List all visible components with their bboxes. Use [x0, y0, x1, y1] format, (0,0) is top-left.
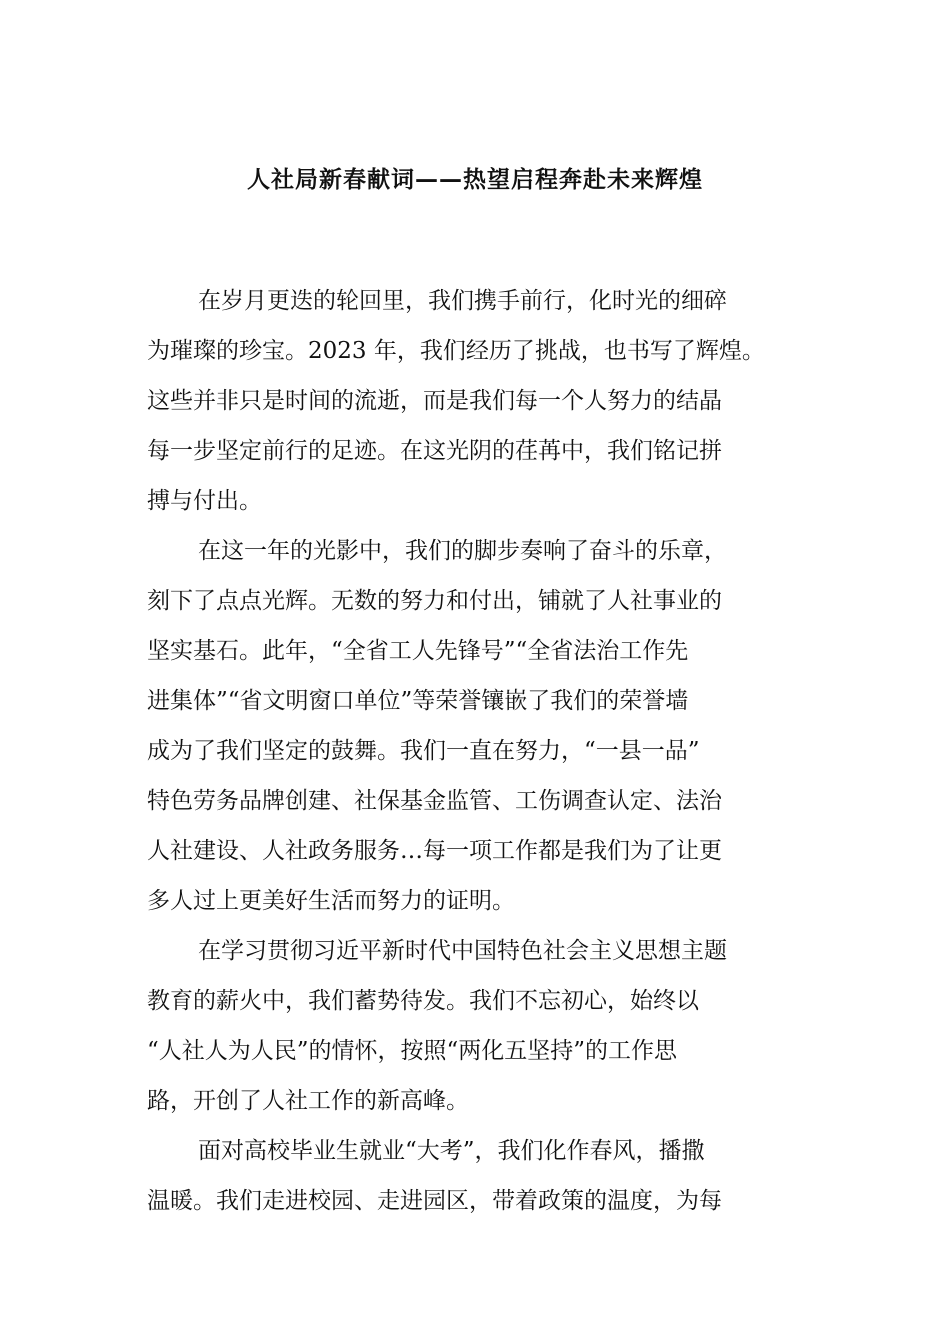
- text-line: 刻下了点点光辉。无数的努力和付出，铺就了人社事业的: [147, 588, 722, 614]
- text-line: 教育的薪火中，我们蓄势待发。我们不忘初心，始终以: [147, 988, 699, 1014]
- text-line: 在这一年的光影中，我们的脚步奏响了奋斗的乐章，: [198, 538, 727, 564]
- text-line: 面对高校毕业生就业“大考”，我们化作春风，播撒: [198, 1138, 705, 1164]
- paragraph: [147, 526, 812, 926]
- text-line: 人社建设、人社政务服务…每一项工作都是我们为了让更: [147, 838, 722, 864]
- document-title: 人社局新春献词——热望启程奔赴未来辉煌: [247, 167, 703, 193]
- text-line: 在学习贯彻习近平新时代中国特色社会主义思想主题: [198, 938, 727, 964]
- text-line: 为璀璨的珍宝。2023 年，我们经历了挑战，也书写了辉煌。: [147, 338, 765, 364]
- text-line: 温暖。我们走进校园、走进园区，带着政策的温度，为每: [147, 1188, 722, 1214]
- text-line: 坚实基石。此年，“全省工人先锋号”“全省法治工作先: [147, 638, 689, 664]
- paragraph: [147, 1126, 812, 1226]
- text-line: 成为了我们坚定的鼓舞。我们一直在努力，“一县一品”: [147, 738, 700, 764]
- document-body: [147, 276, 812, 1226]
- paragraph: [147, 926, 812, 1126]
- text-line: 进集体”“省文明窗口单位”等荣誉镶嵌了我们的荣誉墙: [147, 688, 689, 714]
- text-line: 多人过上更美好生活而努力的证明。: [147, 888, 515, 914]
- paragraph: [147, 276, 812, 526]
- text-line: 每一步坚定前行的足迹。在这光阴的荏苒中，我们铭记拼: [147, 438, 722, 464]
- text-line: 路，开创了人社工作的新高峰。: [147, 1088, 469, 1114]
- text-line: 这些并非只是时间的流逝，而是我们每一个人努力的结晶: [147, 388, 722, 414]
- text-line: “人社人为人民”的情怀，按照“两化五坚持”的工作思: [147, 1038, 678, 1064]
- text-line: 搏与付出。: [147, 488, 262, 514]
- text-line: 特色劳务品牌创建、社保基金监管、工伤调查认定、法治: [147, 788, 722, 814]
- text-line: 在岁月更迭的轮回里，我们携手前行，化时光的细碎: [198, 288, 727, 314]
